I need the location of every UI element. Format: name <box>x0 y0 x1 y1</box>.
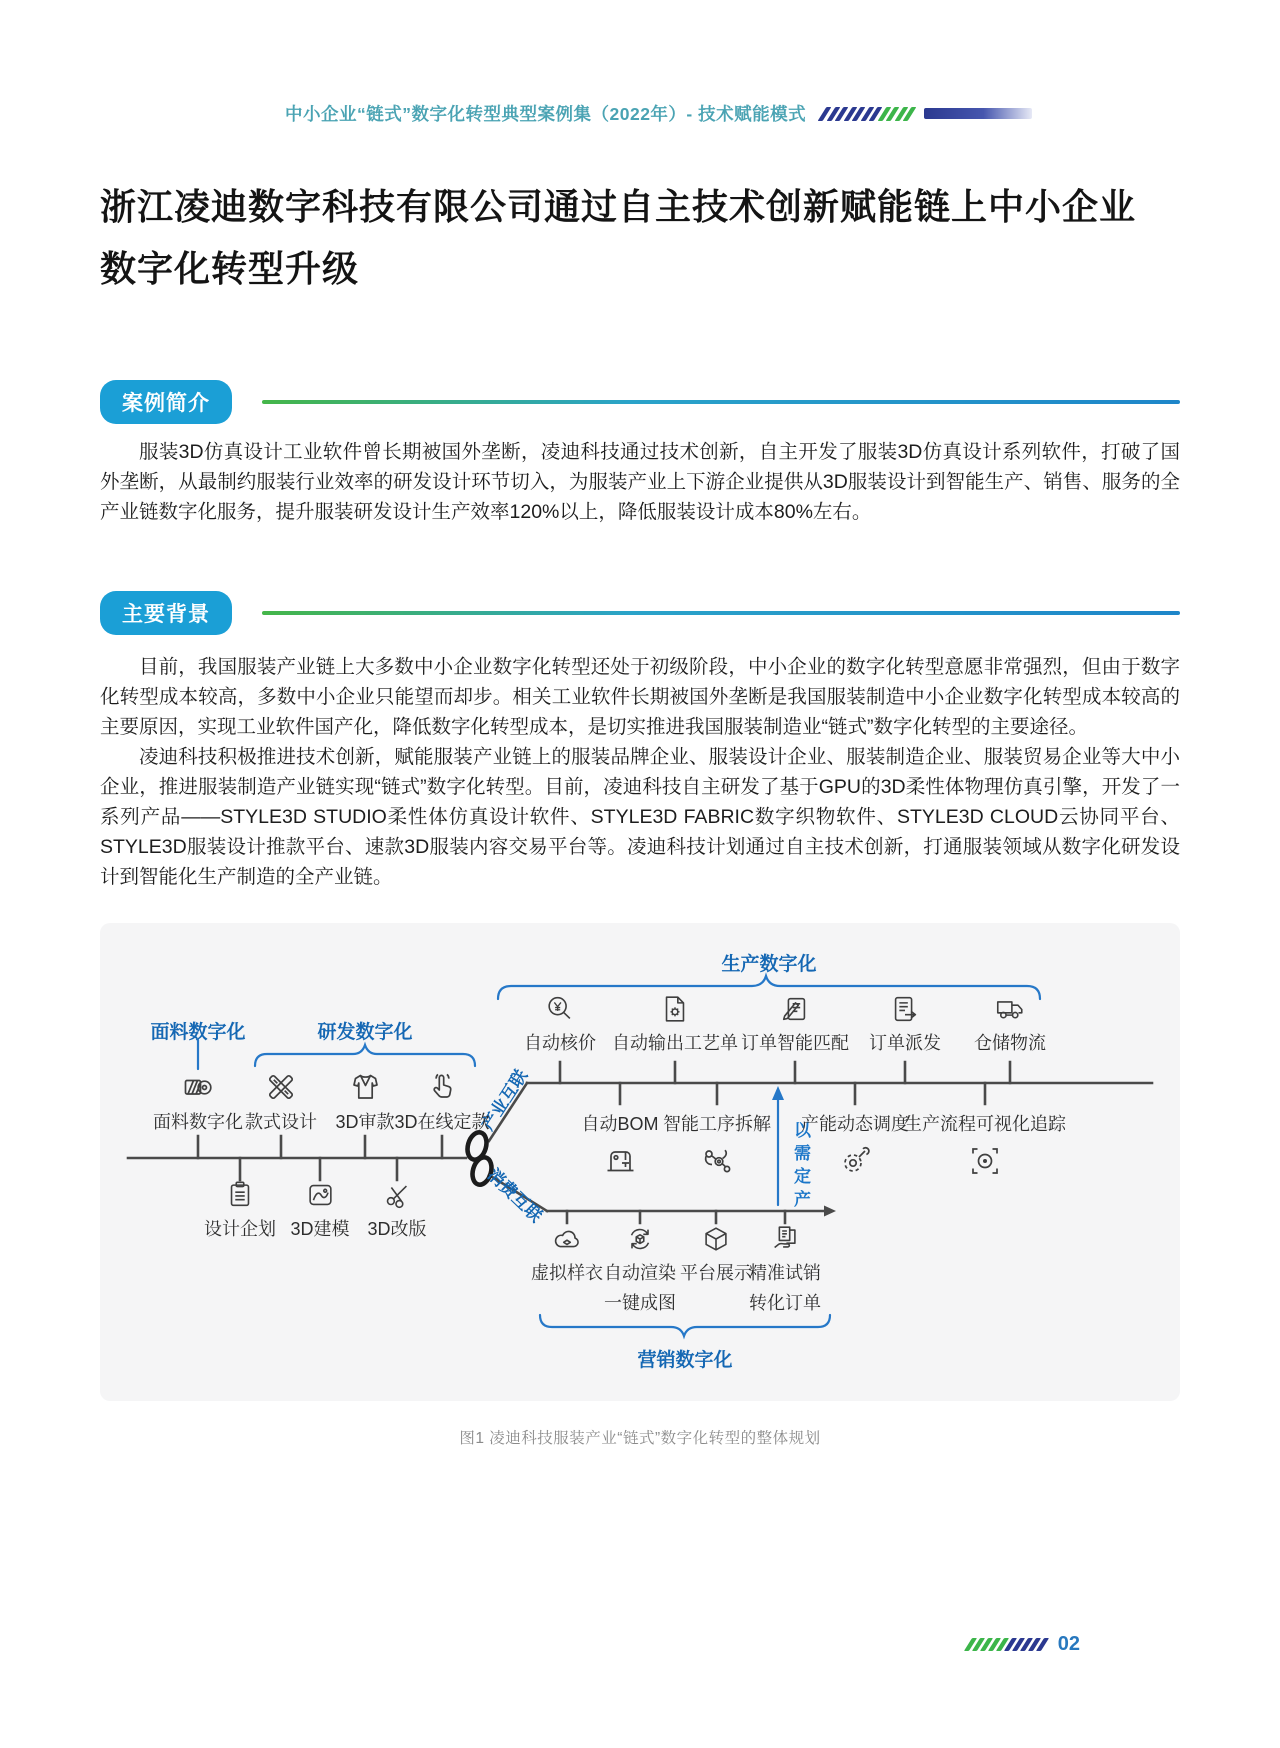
group-label-rd: 研发数字化 <box>317 1022 413 1043</box>
diagram-item-style-design: 款式设计 <box>245 1070 317 1134</box>
cloud-garment-icon <box>551 1223 583 1255</box>
diagram-item-auto-craft-sheet: 自动输出工艺单 <box>612 993 738 1055</box>
workflow-icon <box>700 1144 734 1178</box>
figure-diagram <box>100 923 1180 1401</box>
magnifier-yen-icon <box>544 993 576 1025</box>
figure-caption: 图1 凌迪科技服装产业“链式”数字化转型的整体规划 <box>459 1430 821 1447</box>
modeling-icon <box>304 1179 336 1211</box>
connector-label-industry: 产业互联 <box>478 1066 532 1134</box>
footer-slashes-decoration <box>968 1638 1048 1651</box>
diagram-item-fabric-digitization: 面料数字化 <box>153 1070 243 1134</box>
hand-order-icon <box>769 1223 801 1255</box>
diagram-item-warehouse-logistics: 仓储物流 <box>974 993 1046 1055</box>
background-paragraph-1: 目前，我国服装产业链上大多数中小企业数字化转型还处于初级阶段，中小企业的数字化转型意愿非常强烈，但由于数字化转型成本较高，多数中小企业只能望而却步。相关工业软件长期被国外垄断是我国服装制造中小企业数字化转型成本较高的主要原因，实现工业软件国产化，降低数字化转型成本，是切实推进我国服装制造业“链式”数字化转型的主要途径。 <box>100 656 1180 738</box>
background-paragraph-2: 凌迪科技积极推进技术创新，赋能服装产业链上的服装品牌企业、服装设计企业、服装制造企业、服装贸易企业等大中小企业，推进服装制造产业链实现“链式”数字化转型。目前，凌迪科技自主研发了基于GPU的3D柔性体物理仿真引擎，开发了一系列产品——STYLE3D STUDIO柔性体仿真设计软件、STYLE3D FABRIC数字织物软件、STYLE3D CLOUD云协同平台、STYLE3D服装设计推款平台、速款3D服装内容交易平台等。凌迪科技计划通过自主技术创新，打通服装领域从数字化研发设计到智能化生产制造的全产业链。 <box>100 746 1180 888</box>
diagram-item-3d-online-order: 3D在线定款 <box>394 1070 489 1134</box>
page-title <box>100 176 1160 300</box>
cube-icon <box>700 1223 732 1255</box>
page-title-line1: 浙江凌迪数字科技有限公司通过自主技术创新赋能链上中小企业 <box>100 186 1137 227</box>
group-label-marketing: 营销数字化 <box>637 1350 733 1371</box>
truck-icon <box>994 993 1026 1025</box>
diagram-item-auto-pricing: 自动核价 <box>524 993 596 1055</box>
page-title-line2: 数字化转型升级 <box>100 248 360 289</box>
section-divider-line <box>262 400 1180 404</box>
background-paragraphs <box>100 652 1180 892</box>
doc-series-title: 中小企业“链式”数字化转型典型案例集（2022年）- 技术赋能模式 <box>285 104 807 124</box>
render-loop-icon <box>624 1223 656 1255</box>
clipboard-arrow-icon <box>889 993 921 1025</box>
background-badge: 主要背景 <box>100 591 232 635</box>
connector-label-consumer: 消费互联 <box>483 1164 546 1226</box>
demand-arrowhead <box>772 1086 784 1100</box>
flow-arrowhead <box>824 1206 836 1217</box>
page-number: 02 <box>1057 1633 1080 1655</box>
fabric-roll-icon <box>181 1070 215 1104</box>
section-header-intro <box>100 380 1180 424</box>
diagram-item-design-planning: 设计企划 <box>204 1179 276 1241</box>
section-header-background <box>100 591 1180 635</box>
target-icon <box>968 1144 1002 1178</box>
header-slashes-decoration <box>822 107 916 121</box>
gear-wrench-icon <box>838 1144 872 1178</box>
scissors-icon <box>381 1179 413 1211</box>
diagram-item-process-breakdown: 智能工序拆解 <box>663 1106 771 1178</box>
diagram-item-order-dispatch: 订单派发 <box>869 993 941 1055</box>
clipboard-icon <box>224 1179 256 1211</box>
section-divider-line <box>262 611 1180 615</box>
diagram-item-auto-render: 自动渲染 一键成图 <box>604 1223 676 1315</box>
diagram-item-production-tracking: 生产流程可视化追踪 <box>904 1106 1066 1178</box>
doc-gear-icon <box>659 993 691 1025</box>
intro-badge: 案例简介 <box>100 380 232 424</box>
diagram-item-order-matching: 订单智能匹配 <box>741 993 849 1055</box>
intro-paragraphs <box>100 437 1180 527</box>
group-label-production: 生产数字化 <box>721 954 817 975</box>
design-tools-icon <box>264 1070 298 1104</box>
diagram-item-capacity-scheduling: 产能动态调度 <box>801 1106 909 1178</box>
click-hand-icon <box>425 1070 459 1104</box>
diagram-item-3d-modeling: 3D建模 <box>290 1179 349 1241</box>
garment-icon <box>348 1070 382 1104</box>
diagram-item-platform-display: 平台展示 <box>680 1223 752 1289</box>
diagram-item-virtual-sample: 虚拟样衣 <box>531 1223 603 1289</box>
clipboard-pen-icon <box>779 993 811 1025</box>
diagram-item-auto-bom: 自动BOM <box>581 1106 658 1178</box>
header-bar-decoration <box>924 108 1032 119</box>
diagram-item-3d-revision: 3D改版 <box>367 1179 426 1241</box>
group-label-fabric: 面料数字化 <box>150 1022 246 1043</box>
intro-paragraph: 服装3D仿真设计工业软件曾长期被国外垄断，凌迪科技通过技术创新，自主开发了服装3D仿真设计系列软件，打破了国外垄断，从最制约服装行业效率的研发设计环节切入，为服装产业上下游企业提供从3D服装设计到智能生产、销售、服务的全产业链数字化服务，提升服装研发设计生产效率120%以上，降低服装设计成本80%左右。 <box>100 441 1180 523</box>
page-footer <box>900 1633 1080 1656</box>
connector-label-demand: 以需定产 <box>791 1121 810 1213</box>
page-header <box>285 101 1032 126</box>
sewing-machine-icon <box>603 1144 637 1178</box>
diagram-item-3d-review: 3D审款 <box>335 1070 394 1134</box>
diagram-item-trial-sale-orders: 精准试销 转化订单 <box>749 1223 821 1315</box>
